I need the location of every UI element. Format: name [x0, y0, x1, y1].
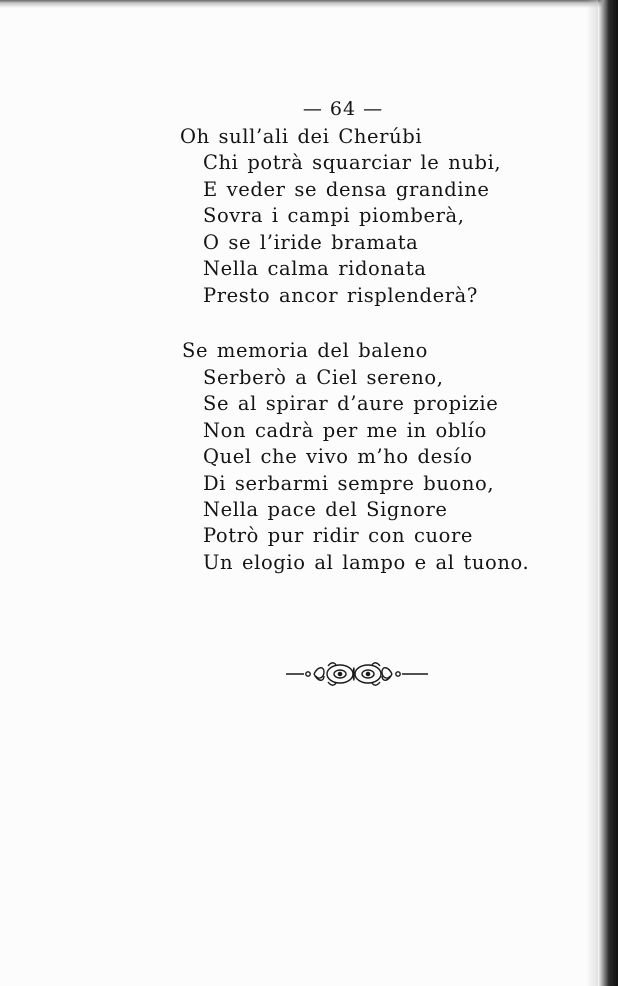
verse-line: Oh sull’ali dei Cherúbi — [180, 125, 423, 148]
verse-line: Di serbarmi sempre buono, — [203, 472, 495, 495]
verse-line: Sovra i campi piomberà, — [203, 204, 465, 227]
verse-line: Presto ancor risplenderà? — [203, 284, 478, 307]
verse-line: E veder se densa grandine — [203, 178, 490, 201]
verse-line: Potrò pur ridir con cuore — [203, 524, 474, 547]
verse-line: Nella calma ridonata — [203, 257, 427, 280]
page-top-edge — [0, 0, 618, 8]
page-number: — 64 — — [302, 98, 384, 120]
verse-line: Se memoria del baleno — [182, 339, 428, 362]
verse-line: O se l’iride bramata — [203, 231, 419, 254]
verse-line: Quel che vivo m’ho desío — [203, 445, 473, 468]
book-spine-edge — [598, 0, 618, 986]
verse-line: Chi potrà squarciar le nubi, — [203, 151, 502, 174]
verse-line: Nella pace del Signore — [203, 498, 448, 521]
scroll-ornament-icon — [284, 654, 430, 694]
page-gutter-shadow — [586, 0, 598, 986]
verse-line: Se al spirar d’aure propizie — [203, 392, 499, 415]
verse-line: Non cadrà per me in oblío — [203, 419, 487, 442]
verse-line: Un elogio al lampo e al tuono. — [203, 551, 530, 574]
verse-line: Serberò a Ciel sereno, — [203, 366, 444, 389]
